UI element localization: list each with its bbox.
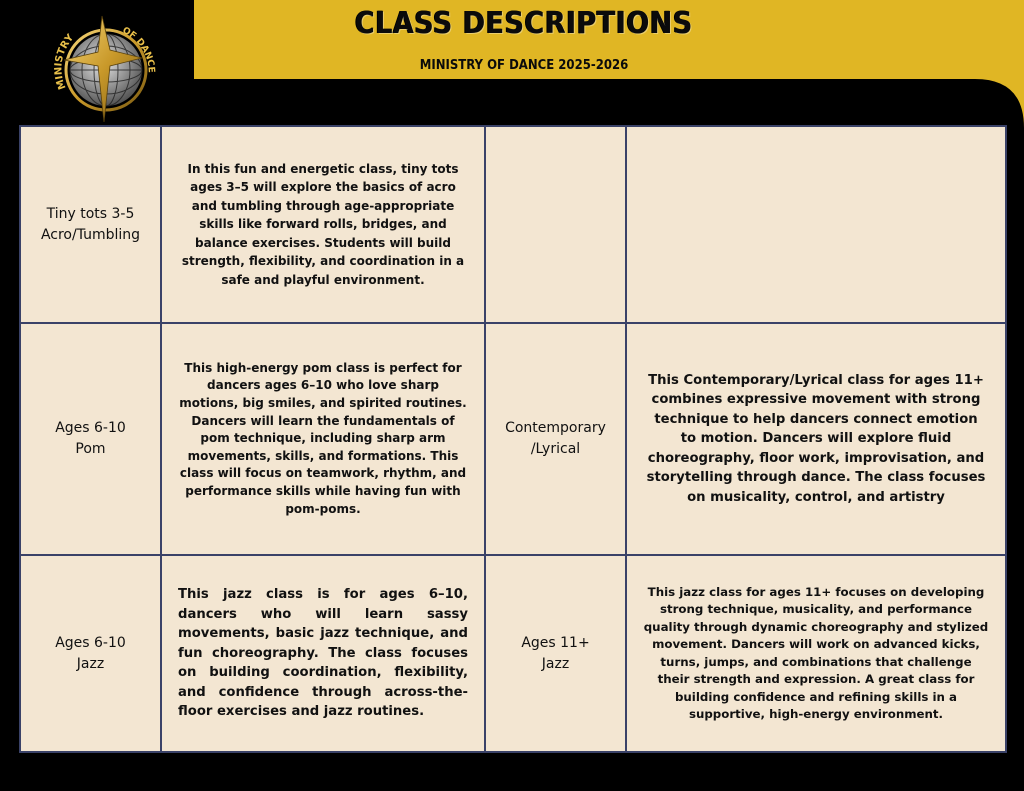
class-name-sub: Pom <box>75 441 106 457</box>
svg-text:MINISTRY: MINISTRY <box>53 32 77 91</box>
class-description-cell <box>626 555 1006 752</box>
page-title: CLASS DESCRIPTIONS <box>355 6 693 41</box>
class-name-sub: /Lyrical <box>530 441 581 457</box>
class-name-sub: Jazz <box>76 655 105 672</box>
class-description-cell <box>161 126 485 323</box>
class-description-cell <box>626 323 1006 555</box>
ministry-of-dance-logo-icon <box>44 10 164 128</box>
class-name: Tiny tots 3-5 <box>46 205 135 222</box>
class-description: In this fun and energetic class, tiny tots ages 3–5 will explore the basics of acro and tumbling through age-appropriate skills like forward rolls, bridges, and balance exercises. Students will build strength, flexibility, and coordination in a safe and playful environment. <box>181 162 465 287</box>
class-table <box>19 125 1007 753</box>
class-description: This jazz class for ages 11+ focuses on developing strong technique, musicality, and performance quality through dynamic choreography and stylized movement. Dancers will work on advanced kicks, turns, jumps, and combinations that challenge their strength and expression. A great class for building confidence and refining skills in a supportive, high-energy environment. <box>643 584 989 721</box>
page-subtitle: MINISTRY OF DANCE 2025-2026 <box>419 58 629 73</box>
table-row <box>20 126 1006 323</box>
class-description: This high-energy pom class is perfect for dancers ages 6–10 who love sharp motions, big smiles, and spirited routines. Dancers will learn the fundamentals of pom technique, including sharp arm movements, skills, and formations. This class will focus on teamwork, rhythm, and performance skills while having fun with pom-poms. <box>179 360 467 516</box>
table-row <box>20 555 1006 752</box>
class-name: Ages 6-10 <box>55 420 126 436</box>
class-name: Ages 6-10 <box>55 634 126 651</box>
class-name: Ages 11+ <box>521 634 590 651</box>
class-name-cell <box>20 126 161 323</box>
class-name-cell <box>485 323 626 555</box>
class-name-cell <box>485 555 626 752</box>
class-name-sub: Jazz <box>541 655 570 672</box>
svg-text:OF DANCE: OF DANCE <box>120 25 156 74</box>
class-name-cell <box>20 323 161 555</box>
class-name-cell <box>20 555 161 752</box>
table-row <box>20 323 1006 555</box>
class-description: This Contemporary/Lyrical class for ages 11+ combines expressive movement with strong technique to help dancers connect emotion to motion. Dancers will explore fluid choreography, floor work, improvisation, and storytelling through dance. The class focuses on musicality, control, and artistry <box>646 373 986 505</box>
class-name-cell-empty <box>485 126 626 323</box>
class-name-sub: Acro/Tumbling <box>40 226 141 243</box>
class-description-cell <box>161 555 485 752</box>
header-curve <box>975 79 1024 128</box>
class-description-cell <box>161 323 485 555</box>
class-name: Contemporary <box>505 420 606 436</box>
class-description-cell-empty <box>626 126 1006 323</box>
class-description: This jazz class is for ages 6–10, dancers who will learn sassy movements, basic jazz technique, and fun choreography. The class focuses on building coordination, flexibility, and confidence through across-the-floor exercises and jazz routines. <box>178 587 468 720</box>
